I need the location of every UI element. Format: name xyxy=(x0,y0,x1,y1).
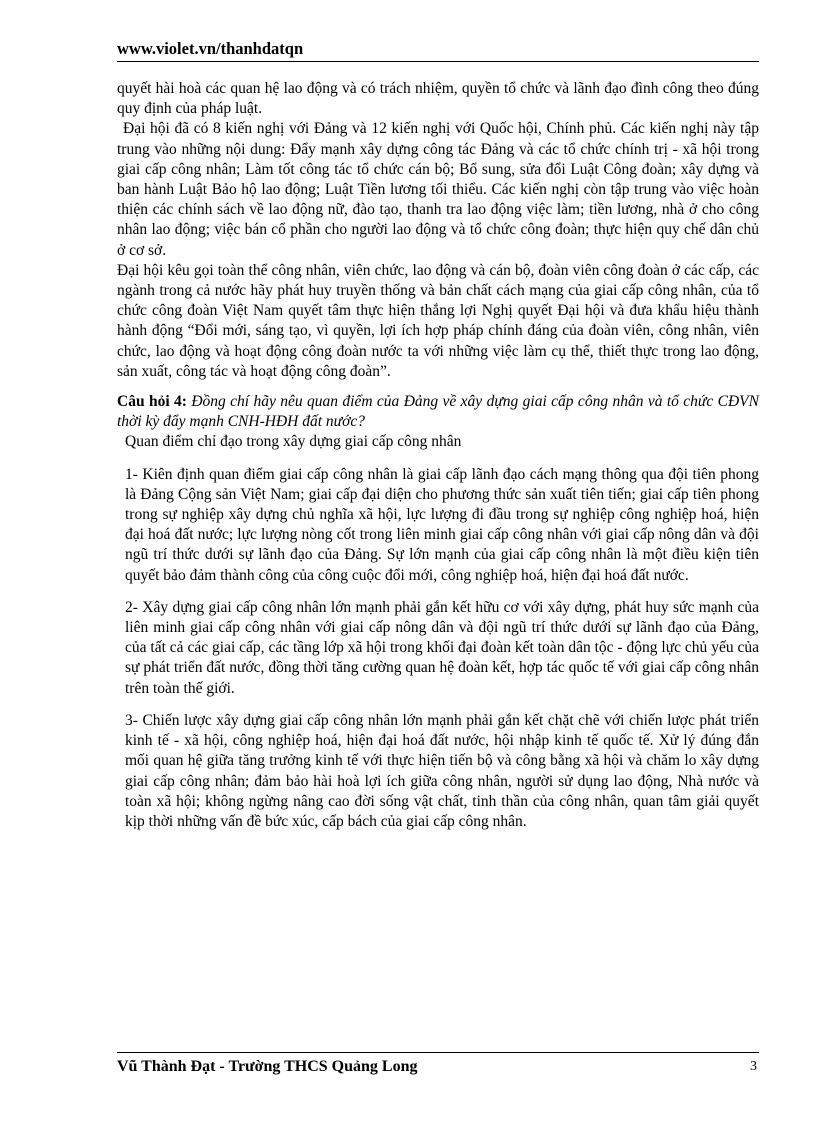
viewpoint-item: 3- Chiến lược xây dựng giai cấp công nhân lớn mạnh phải gắn kết chặt chẽ với chiến lược phát triển kinh tế - xã hội, công nghiệp hoá, hiện đại hoá đất nước, hội nhập kinh tế quốc tế. Xử lý đúng đắn mối quan hệ giữa tăng trưởng kinh tế với thực hiện tiến bộ và công bằng xã hội và chăm lo xây dựng giai cấp công nhân; đảm bảo hài hoà lợi ích giữa công nhân, người sử dụng lao động, Nhà nước và toàn xã hội; không ngừng nâng cao đời sống vật chất, tinh thần của công nhân, quan tâm giải quyết kịp thời những vấn đề bức xúc, cấp bách của giai cấp công nhân. xyxy=(125,711,759,830)
viewpoint-item: 2- Xây dựng giai cấp công nhân lớn mạnh phải gắn kết hữu cơ với xây dựng, phát huy sức mạnh của liên minh giai cấp công nhân với giai cấp nông dân và đội ngũ trí thức dưới sự lãnh đạo của Đảng, của tất cả các giai cấp, các tầng lớp xã hội trong khối đại đoàn kết toàn dân tộc - động lực chủ yếu của sự phát triển đất nước, đồng thời tăng cường quan hệ đoàn kết, hợp tác quốc tế với giai cấp công nhân trên toàn thế giới. xyxy=(125,598,759,697)
page-footer xyxy=(117,1052,759,1078)
footer-author: Vũ Thành Đạt - Trường THCS Quảng Long xyxy=(117,1058,418,1075)
viewpoint-item: 1- Kiên định quan điểm giai cấp công nhân là giai cấp lãnh đạo cách mạng thông qua đội tiên phong là Đảng Cộng sản Việt Nam; giai cấp đại diện cho phương thức sản xuất tiên tiến; giai cấp tiên phong trong sự nghiệp xây dựng chủ nghĩa xã hội, lực lượng đi đầu trong sự nghiệp công nghiệp hoá, hiện đại hoá đất nước; lực lượng nòng cốt trong liên minh giai cấp công nhân với giai cấp nông dân và đội ngũ trí thức dưới sự lãnh đạo của Đảng. Sự lớn mạnh của giai cấp công nhân là một điều kiện tiên quyết bảo đảm thành công của công cuộc đổi mới, công nghiệp hoá, hiện đại hoá đất nước. xyxy=(125,465,759,584)
document-body xyxy=(117,79,759,832)
section-subheading: Quan điểm chỉ đạo trong xây dựng giai cấp công nhân xyxy=(125,433,462,451)
page-number: 3 xyxy=(750,1059,757,1074)
paragraph-appeal: Đại hội kêu gọi toàn thể công nhân, viên chức, lao động và cán bộ, đoàn viên công đoàn ở các cấp, các ngành trong cả nước hãy phát huy truyền thống và bản chất cách mạng của giai cấp công nhân, của tổ chức công đoàn Việt Nam quyết tâm thực hiện thắng lợi Nghị quyết Đại hội và đưa khẩu hiệu thành hành động “Đổi mới, sáng tạo, vì quyền, lợi ích hợp pháp chính đáng của đoàn viên, công nhân, viên chức, lao động và hoạt động công đoàn nước ta với những việc làm cụ thể, thiết thực trong lao động, sản xuất, công tác và hoạt động công đoàn”. xyxy=(117,261,759,380)
header-site-url: www.violet.vn/thanhdatqn xyxy=(117,39,304,58)
question-line xyxy=(117,392,759,432)
paragraph-continuation: quyết hài hoà các quan hệ lao động và có trách nhiệm, quyền tổ chức và lãnh đạo đình công theo đúng quy định của pháp luật. xyxy=(117,80,759,118)
paragraph-recommendations: Đại hội đã có 8 kiến nghị với Đảng và 12 kiến nghị với Quốc hội, Chính phủ. Các kiến nghị này tập trung vào những nội dung: Đẩy mạnh xây dựng công tác Đảng và các tổ chức chính trị - xã hội trong giai cấp công nhân; Làm tốt công tác tổ chức cán bộ; Bổ sung, sửa đổi Luật Công đoàn; xây dựng và ban hành Luật Bảo hộ lao động; Luật Tiền lương tối thiểu. Các kiến nghị còn tập trung vào việc hoàn thiện các chính sách về lao động nữ, đào tạo, thanh tra lao động việc làm; tiền lương, nhà ở cho công nhân lao động; việc bán cổ phần cho người lao động và tổ chức công đoàn; thực hiện quy chế dân chủ ở cơ sở. xyxy=(117,120,759,259)
question-label: Câu hỏi 4: xyxy=(117,393,187,411)
question-text: Đồng chí hãy nêu quan điểm của Đảng về xây dựng giai cấp công nhân và tổ chức CĐVN thời kỳ đẩy mạnh CNH-HĐH đất nước? xyxy=(117,393,759,431)
page-header xyxy=(117,38,759,62)
